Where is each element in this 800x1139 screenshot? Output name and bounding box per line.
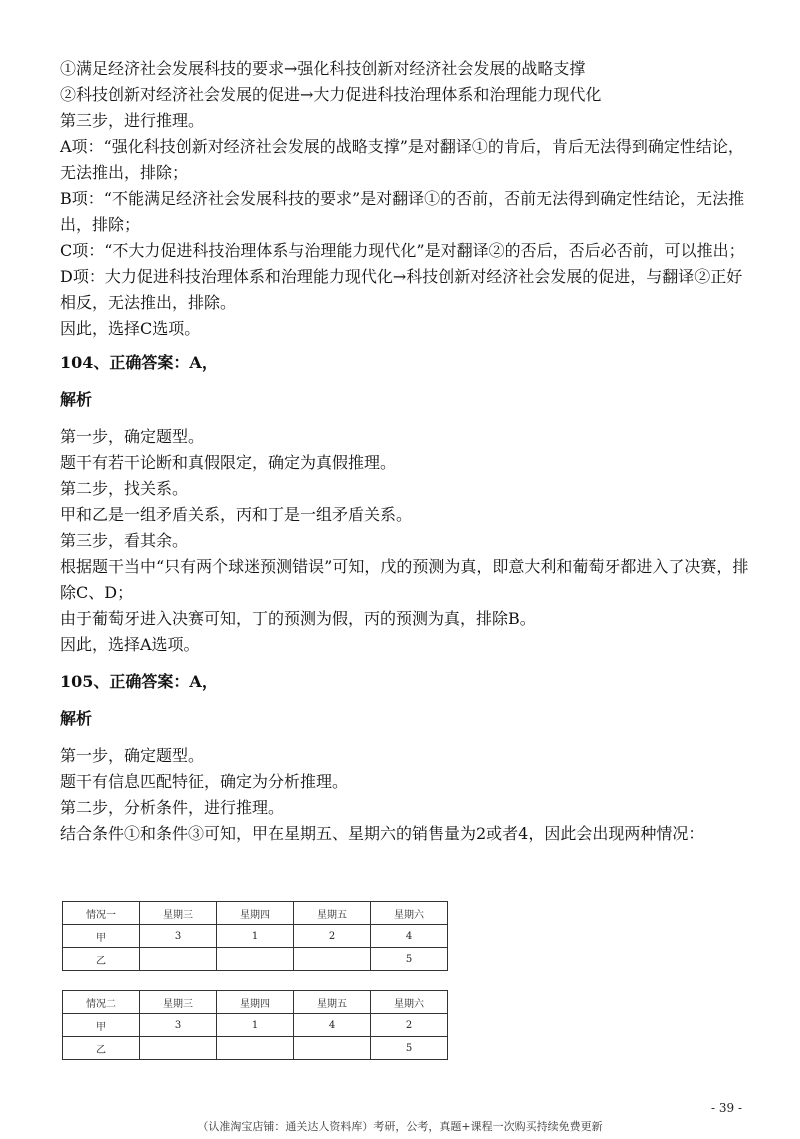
table-cell (294, 1037, 371, 1060)
q105-heading: 105、正确答案：A， (60, 672, 218, 691)
table-cell: 甲 (63, 925, 140, 948)
option-c: C项：“不大力促进科技治理体系与治理能力现代化”是对翻译②的否后，否后必否前，可以推出； (60, 241, 745, 260)
table-cell (140, 948, 217, 971)
table-cell: 3 (140, 925, 217, 948)
table-cell: 1 (217, 1014, 294, 1037)
table-cell: 4 (371, 925, 448, 948)
table-cell: 2 (371, 1014, 448, 1037)
table-cell: 2 (294, 925, 371, 948)
table-header-cell: 星期四 (217, 991, 294, 1014)
q105-line-4: 结合条件①和条件③可知，甲在星期五、星期六的销售量为2或者4，因此会出现两种情况： (60, 824, 705, 843)
q104-line-3: 第二步，找关系。 (60, 479, 189, 498)
q105-line-3: 第二步，分析条件，进行推理。 (60, 798, 285, 817)
table-header-cell: 星期五 (294, 902, 371, 925)
table-cell (294, 948, 371, 971)
q104-line-2: 题干有若干论断和真假限定，确定为真假推理。 (60, 453, 397, 472)
q105-line-2: 题干有信息匹配特征，确定为分析推理。 (60, 772, 349, 791)
page-number: - 39 - (710, 1101, 742, 1115)
q104-line-1: 第一步，确定题型。 (60, 427, 205, 446)
table-header-cell: 星期五 (294, 991, 371, 1014)
q104-line-5: 第三步，看其余。 (60, 531, 189, 550)
table-cell (217, 948, 294, 971)
conclusion-103: 因此，选择C选项。 (60, 319, 201, 338)
table-header-cell: 星期三 (140, 991, 217, 1014)
q104-heading: 104、正确答案：A， (60, 353, 218, 372)
option-d: D项：大力促进科技治理体系和治理能力现代化→科技创新对经济社会发展的促进，与翻译②正好相反，无法推出，排除。 (60, 267, 743, 312)
table-cell: 甲 (63, 1014, 140, 1037)
table-cell: 乙 (63, 1037, 140, 1060)
translation-line-1: ①满足经济社会发展科技的要求→强化科技创新对经济社会发展的战略支撑 (60, 59, 586, 78)
table-header-row (63, 991, 448, 1014)
table-cell: 4 (294, 1014, 371, 1037)
q105-line-1: 第一步，确定题型。 (60, 746, 205, 765)
table-header-cell: 星期六 (371, 902, 448, 925)
case-one-table (62, 901, 448, 971)
q104-line-4: 甲和乙是一组矛盾关系，丙和丁是一组矛盾关系。 (60, 505, 413, 524)
q104-line-7: 由于葡萄牙进入决赛可知，丁的预测为假，丙的预测为真，排除B。 (60, 609, 536, 628)
table-header-cell: 情况一 (63, 902, 140, 925)
q104-analysis-label: 解析 (60, 390, 93, 409)
page-content (60, 56, 750, 847)
table-header-cell: 星期六 (371, 991, 448, 1014)
q104-line-8: 因此，选择A选项。 (60, 635, 200, 654)
table-row (63, 1037, 448, 1060)
q104-line-6: 根据题干当中“只有两个球迷预测错误”可知，戊的预测为真，即意大利和葡萄牙都进入了决赛，排除C、D； (60, 557, 749, 602)
step-three: 第三步，进行推理。 (60, 111, 205, 130)
table-row (63, 948, 448, 971)
page-footer: （认准淘宝店铺：通关达人资料库）考研，公考，真题+课程一次购买持续免费更新 (197, 1120, 603, 1133)
translation-line-2: ②科技创新对经济社会发展的促进→大力促进科技治理体系和治理能力现代化 (60, 85, 602, 104)
table-header-cell: 情况二 (63, 991, 140, 1014)
option-b: B项：“不能满足经济社会发展科技的要求”是对翻译①的否前，否前无法得到确定性结论，无法推出，排除； (60, 189, 745, 234)
table-cell (140, 1037, 217, 1060)
table-header-cell: 星期三 (140, 902, 217, 925)
table-row (63, 925, 448, 948)
table-cell: 3 (140, 1014, 217, 1037)
table-cell: 5 (371, 1037, 448, 1060)
table-row (63, 1014, 448, 1037)
table-header-cell: 星期四 (217, 902, 294, 925)
table-cell: 1 (217, 925, 294, 948)
table-cell: 5 (371, 948, 448, 971)
table-header-row (63, 902, 448, 925)
table-cell: 乙 (63, 948, 140, 971)
q105-analysis-label: 解析 (60, 709, 93, 728)
table-cell (217, 1037, 294, 1060)
case-two-table (62, 990, 448, 1060)
option-a: A项：“强化科技创新对经济社会发展的战略支撑”是对翻译①的肯后，肯后无法得到确定性结论，无法推出，排除； (60, 137, 744, 182)
